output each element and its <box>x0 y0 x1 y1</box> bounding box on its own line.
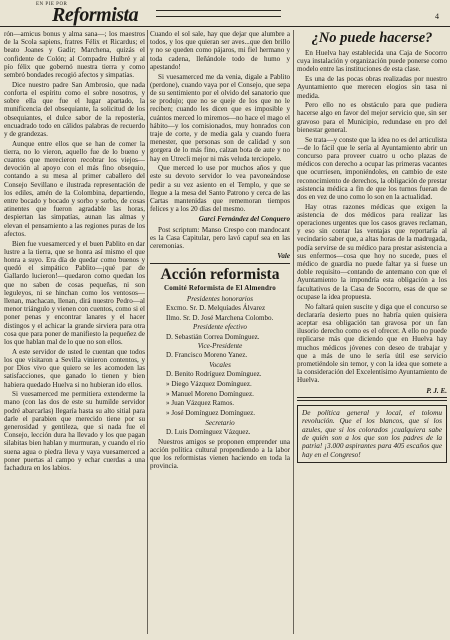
column-1 <box>4 30 145 636</box>
honorary-heading: Presidentes honorarios <box>186 294 254 303</box>
column-rule <box>147 30 148 634</box>
paragraph: No faltará quien suscite y diga que el concurso se declararía desierto pues no habría quien quisiera aceptar esa obligación tan gravosa por un fan ilusorio derecho como es el ofrecer. A ello no puede replicarse más que diciendo que en Huelva hay muchos médicos jóvenes con deseo de trabajar y que a más de uno le sería útil ese servicio prometiéndole sin temor, y con la idea que somete a la consideración del Excelentísimo Ayuntamiento de Huelva. <box>297 302 447 385</box>
paragraph: Aunque entre ellos que se han de comer la tierra, no lo vieron, aquello fue de lo bueno y cuantos que merecieron recobrar los viejos—devoción al apoyo con el más fino obsequio, contando a su mesa al primer caballero del Consejo Sevillano e ilustrada representación de los ediles, amén de la Colombina, departiendo, entre bocado y bocado y sorbo y sorbo, de cosas atinentes que fueron agradable las horas, despiertan las simpatías, aunan las almas y elevan el pensamiento a las regiones puras de los afectos. <box>4 139 145 238</box>
paragraph: Bien fue vuesamerced y el buen Pablito en dar lustre a la tierra, que se honra así mismo el que honra a suyo. Era día de quedar como buenos y quedó el simpático Pablito—¡qué par de Gallardo lucieron!—quedaron como quedan los que no saben de cosas pequeñas, ni son leguleyos, ni se hinchan como los ventosos—llenan, machacan, llenan, dirá nuestro Pedro—al menor triángulo y vienen con cuentos, como si el poner penas y encontrar lanares y el hacer distingos y el achicar la grande sirviera para otra cosa que para poner de manifiesto la pequeñez de los que hablan mal de lo que no son ellos. <box>4 239 145 347</box>
section-heading: Acción reformista <box>160 266 280 284</box>
list-item: D. Sebastián Correa Domínguez. <box>166 332 260 341</box>
paragraph: rón—amicus bonus y alma sana—; los maestros de la Scola sapiens, fratres Félix et Ricardus; el beato Joanes y Gadir; Marchena, quizás el confidente de Colón; al Compadre Hulbré y al pío félix que gobernó nuestra tierra y como sembró bondades recogió afectos y simpatías. <box>4 30 145 80</box>
masthead-ornament <box>156 10 281 17</box>
paragraph: Dice nuestro padre San Ambrosio, que nada conforta el espíritu como el sobre nosotros, y sobre ella que fue el lugar apartado, la munificencia del obsequiante, la solicitud de los obsequiantes, el dulce sabor de la repostería, encuadrado todo en cálidos palabras de recuerdo y de grandezas. <box>4 80 145 138</box>
list-item: D. Luis Domínguez Vázquez. <box>166 428 251 437</box>
page-number: 4 <box>435 12 439 21</box>
postscript: Post scriptum: Manso Crespo con mandocant es la Casa Capitular, pero lavó capuf sea en las ceremonias. <box>150 225 290 251</box>
paragraph: Hay otras razones médicas que exigen la asistencia de dos médicos para realizar las operaciones urgentes que los casos graves reclaman, y eso sin contar las ventajas que reportaría al vecindario saber que, a altas horas de la madrugada, podía servirse de su médico para prestar asistencia a sus enfermos—cosa que hoy no sucede, pues el médico de guardia no puede faltar ya si fuese un doble requisito—contando de antemano con que el Ayuntamiento la impondría esta obligación a los facultativos de la Casa de Socorro, esas de que se ocupase la idea propuesta. <box>297 202 447 301</box>
paragraph: En Huelva hay establecida una Caja de Socorro cuya instalación y organización puede ponerse como modelo entre las instituciones de esta clase. <box>297 49 447 74</box>
vale-signoff: Vale <box>277 252 290 261</box>
paragraph: Si vuesamerced me da venia, digale a Pablito (perdone), cuando vaya por el Consejo, que sepa de su sentimiento por el olvido del sanatorio que se produjo; que no se queje de los que no le reciben; cuando les dicen que es imposible y cuántos merced lo miremos—no hace el mago el hábito—y los comisionados, muy honrados con traje de corte, y de media gala y cuando fuera menester, que personas son de calidad y son gorgera de lo más fino, calzan bota de aute y no hay en Utrecli mejor ni más veluda terciopelo. <box>150 72 290 163</box>
masthead-title: Reformista <box>52 4 139 26</box>
list-item: » José Domínguez Domínguez. <box>166 409 256 418</box>
masthead-small-text: EN PIE POR <box>36 2 68 7</box>
paragraph: Que merced lo use por muchos años y que este su devoto servidor lo vea pavoneándose pedir a su vez asiento en el Templo, y que se llegue a la mesa del Santo Patrono y cerca de las Cartas mantenidas que rememoran tiempos felices y a los 20 días del mesmo. <box>150 164 290 214</box>
committee-title: Comité Reformista de El Almendro <box>163 284 277 293</box>
article-signature: P. J. E. <box>426 386 447 395</box>
list-item: » Juan Vázquez Ramos. <box>166 399 235 408</box>
list-item: D. Benito Rodríguez Domínguez. <box>166 370 262 379</box>
column-rule <box>293 30 294 634</box>
divider <box>150 263 290 264</box>
list-item: » Manuel Moreno Domínguez. <box>166 389 254 398</box>
article-heading: ¿No puede hacerse? <box>311 30 433 46</box>
list-item: Excmo. Sr. D. Melquíades Álvarez <box>166 303 266 312</box>
paragraph: Se trata—y conste que la idea no es del articulista—de lo fácil que le sería al Ayuntamiento abrir un concurso para proveer cuatro u ocho plazas de médicos con derecho a ocupar las primeras vacantes que ocurriesen, imponiéndoles, en cambio de este reconocimiento de derechos, la obligación de prestar asistencia médica a fin de que los turnos fueran de dos en vez de uno como lo son en la actualidad. <box>297 135 447 201</box>
paragraph: A este servidor de usted le cuentan que todos los que visitaron a Sevilla vinieron contentos, y por Dios vivo que quiero se les acomoden las satisfacciones, que ganado lo tienen y bien habiera quedado Huelva si no hubieran ido ellos. <box>4 347 145 389</box>
paragraph: Cuando el sol sale, hay que dejar que alumbre a todos, y los que quieran ser aves...que den brillo y no se queden como pájaros, mi fiel hermano y toda cadena, lleñándole todo de humo y apestando! <box>150 30 290 71</box>
secretary-heading: Secretario <box>205 418 235 427</box>
vice-heading: Vice-Presidente <box>197 342 243 351</box>
list-item: » Diego Vázquez Domínguez. <box>166 380 252 389</box>
list-item: Ilmo. Sr. D. José Marchena Colombo. <box>166 313 274 322</box>
president-heading: Presidente efectivo <box>193 323 247 332</box>
paragraph: Nuestros amigos se proponen emprender una acción política cultural propendiendo a la labor que los reformistas vienen haciendo en toda la provincia. <box>150 437 290 471</box>
paragraph: Es una de las pocas obras realizadas por nuestro Ayuntamiento que merecen elogios sin tasa ni medida. <box>297 75 447 100</box>
paragraph: Si vuesamerced me permitiera extenderme la mano (con las dos de este su humilde servidor podré abarcarlas) llegaría hasta su alto sitial para darle el parabien que merecido tiene por su generosidad y gentileza, que si nada fue el Consejo, lección dura ha llevado y los que pagan silabitas bien hablan y murmuran, y cuando el río suena agua o piedra lleva y vaya vuesamerced a poner puertas al campo y echar cuerdas a una fachadura en los labios. <box>4 390 145 473</box>
vocales-heading: Vocales <box>209 361 231 370</box>
boxed-note: De política general y local, el tolomu revolución. Que el los blancos, que si los azules, que si los colorados ¡cualquiera sabe de quién son a los que son los padres de la patria! ¡3.000 aspirantes para 405 escaños que hay en el Congreso! <box>297 405 447 463</box>
column-3 <box>297 30 447 636</box>
divider <box>297 397 447 401</box>
column-2 <box>150 30 290 636</box>
masthead <box>0 0 450 27</box>
accion-reformista-section <box>150 266 290 470</box>
list-item: D. Francisco Moreno Yanez. <box>166 351 248 360</box>
paragraph: Pero ello no es obstáculo para que pudiera hacerse algo en favor del mejor servicio que, sin ser gravoso para el Municipio, redundase en pro del bienestar general. <box>297 101 447 134</box>
article-signature: Garci Fernández del Conquero <box>198 215 290 224</box>
